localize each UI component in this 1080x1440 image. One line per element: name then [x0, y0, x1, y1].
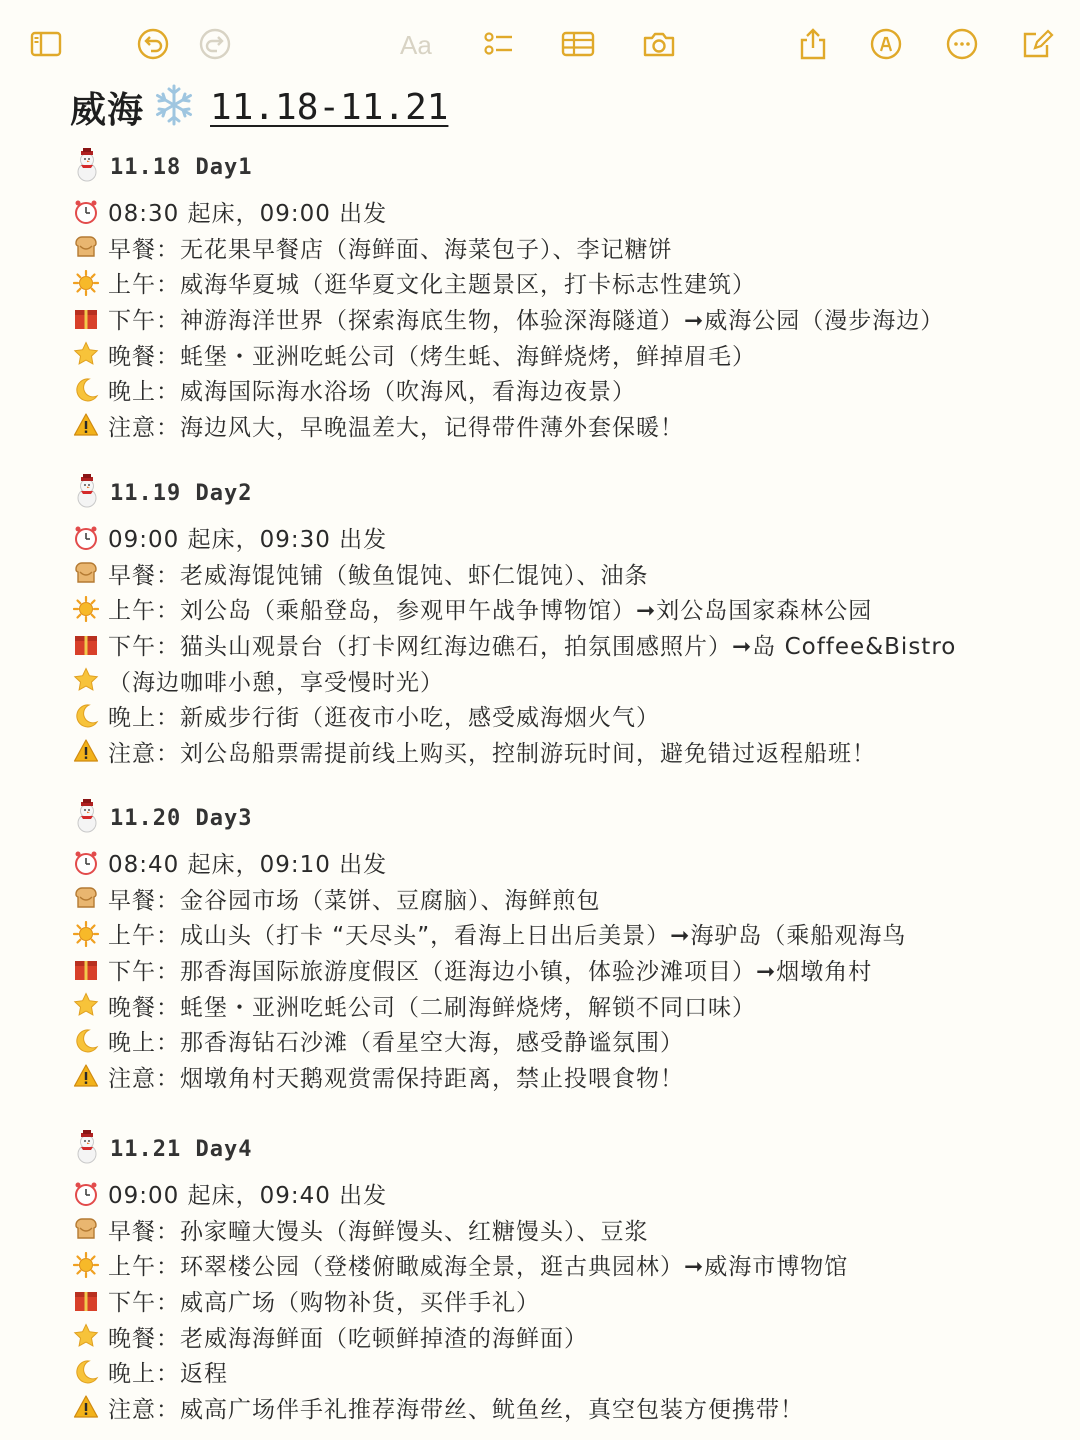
itinerary-text: 早餐：金谷园市场（菜饼、豆腐脑）、海鲜煎包 — [108, 887, 601, 914]
itinerary-text: 注意：烟墩角村天鹅观赏需保持距离，禁止投喂食物！ — [108, 1065, 684, 1092]
text-style-button[interactable]: Aa — [400, 30, 432, 60]
day-label: 11.18 Day1 — [110, 154, 253, 180]
itinerary-line — [72, 556, 1062, 592]
itinerary-text: 08:40 起床，09:10 出发 — [108, 852, 388, 879]
itinerary-text: 早餐：无花果早餐店（海鲜面、海菜包子）、李记糖饼 — [108, 236, 673, 263]
itinerary-line — [72, 698, 1062, 734]
day-heading — [72, 474, 1062, 512]
itinerary-text: 下午：神游海洋世界（探索海底生物，体验深海隧道）➞威海公园（漫步海边） — [108, 308, 945, 335]
itinerary-text: 晚上：新威步行街（逛夜市小吃，感受威海烟火气） — [108, 705, 660, 732]
note-date-range: 11.18-11.21 — [210, 86, 449, 128]
notes-toolbar — [0, 0, 1080, 88]
sun-icon — [72, 1251, 100, 1279]
gift-icon — [72, 305, 100, 333]
itinerary-line — [72, 265, 1062, 301]
snowflake-icon — [152, 83, 196, 131]
alarm-clock-icon — [72, 849, 100, 877]
note-title — [70, 82, 448, 132]
undo-icon[interactable] — [135, 26, 171, 62]
note-title-text: 威海 — [70, 89, 145, 131]
star-icon — [72, 666, 100, 694]
gift-icon — [72, 631, 100, 659]
itinerary-line — [72, 1176, 1062, 1212]
itinerary-text: 注意：刘公岛船票需提前线上购买，控制游玩时间，避免错过返程船班！ — [108, 740, 876, 767]
itinerary-line — [72, 845, 1062, 881]
itinerary-line — [72, 734, 1062, 770]
star-icon — [72, 340, 100, 368]
alarm-clock-icon — [72, 198, 100, 226]
itinerary-text: 上午：成山头（打卡 “天尽头”，看海上日出后美景）➞海驴岛（乘船观海鸟 — [108, 923, 907, 950]
table-icon[interactable] — [560, 26, 596, 62]
share-icon[interactable] — [795, 26, 831, 62]
itinerary-text: 晚上：威海国际海水浴场（吹海风，看海边夜景） — [108, 379, 636, 406]
sun-icon — [72, 595, 100, 623]
moon-icon — [72, 376, 100, 404]
itinerary-line — [72, 520, 1062, 556]
bread-icon — [72, 884, 100, 912]
itinerary-line — [72, 1354, 1062, 1390]
gift-icon — [72, 956, 100, 984]
sun-icon — [72, 920, 100, 948]
itinerary-text: 08:30 起床，09:00 出发 — [108, 201, 388, 228]
warning-icon — [72, 737, 100, 765]
itinerary-text: （海边咖啡小憩，享受慢时光） — [108, 669, 444, 696]
itinerary-line — [72, 1059, 1062, 1095]
snowman-icon — [72, 148, 102, 186]
markup-icon[interactable] — [868, 26, 904, 62]
itinerary-text: 09:00 起床，09:30 出发 — [108, 527, 388, 554]
day-section — [72, 1130, 1062, 1425]
warning-icon — [72, 1062, 100, 1090]
itinerary-text: 上午：环翠楼公园（登楼俯瞰威海全景，逛古典园林）➞威海市博物馆 — [108, 1254, 849, 1281]
bread-icon — [72, 233, 100, 261]
day-section — [72, 474, 1062, 769]
day-section — [72, 148, 1062, 443]
checklist-icon[interactable] — [480, 26, 516, 62]
snowman-icon — [72, 474, 102, 512]
itinerary-text: 早餐：老威海馄饨铺（鲅鱼馄饨、虾仁馄饨）、油条 — [108, 562, 649, 589]
day-heading — [72, 799, 1062, 837]
itinerary-line — [72, 1023, 1062, 1059]
warning-icon — [72, 411, 100, 439]
itinerary-line — [72, 987, 1062, 1023]
itinerary-text: 下午：威高广场（购物补货，买伴手礼） — [108, 1290, 540, 1317]
itinerary-text: 注意：海边风大，早晚温差大，记得带件薄外套保暖！ — [108, 414, 684, 441]
more-icon[interactable] — [944, 26, 980, 62]
itinerary-line — [72, 1212, 1062, 1248]
day-label: 11.19 Day2 — [110, 480, 253, 506]
itinerary-text: 上午：刘公岛（乘船登岛，参观甲午战争博物馆）➞刘公岛国家森林公园 — [108, 598, 873, 625]
itinerary-text: 晚餐：老威海海鲜面（吃顿鲜掉渣的海鲜面） — [108, 1325, 588, 1352]
itinerary-line — [72, 372, 1062, 408]
day-heading — [72, 148, 1062, 186]
alarm-clock-icon — [72, 1180, 100, 1208]
redo-icon[interactable] — [197, 26, 233, 62]
itinerary-line — [72, 1247, 1062, 1283]
moon-icon — [72, 702, 100, 730]
camera-icon[interactable] — [641, 26, 677, 62]
snowman-icon — [72, 799, 102, 837]
warning-icon — [72, 1393, 100, 1421]
day-section — [72, 799, 1062, 1094]
day-heading — [72, 1130, 1062, 1168]
itinerary-line — [72, 301, 1062, 337]
gift-icon — [72, 1287, 100, 1315]
itinerary-text: 注意：威高广场伴手礼推荐海带丝、鱿鱼丝，真空包装方便携带！ — [108, 1396, 804, 1423]
itinerary-text: 下午：猫头山观景台（打卡网红海边礁石，拍氛围感照片）➞岛 Coffee&Bistro — [108, 634, 957, 661]
itinerary-line — [72, 1283, 1062, 1319]
itinerary-line — [72, 1390, 1062, 1426]
compose-icon[interactable] — [1020, 26, 1056, 62]
bread-icon — [72, 559, 100, 587]
itinerary-line — [72, 1318, 1062, 1354]
itinerary-line — [72, 591, 1062, 627]
itinerary-text: 晚上：那香海钻石沙滩（看星空大海，感受静谧氛围） — [108, 1030, 684, 1057]
itinerary-text: 晚餐：蚝堡・亚洲吃蚝公司（烤生蚝、海鲜烧烤，鲜掉眉毛） — [108, 343, 756, 370]
itinerary-line — [72, 230, 1062, 266]
itinerary-line — [72, 408, 1062, 444]
itinerary-line — [72, 336, 1062, 372]
sidebar-toggle-icon[interactable] — [28, 26, 64, 62]
star-icon — [72, 1322, 100, 1350]
itinerary-text: 上午：威海华夏城（逛华夏文化主题景区，打卡标志性建筑） — [108, 272, 756, 299]
bread-icon — [72, 1215, 100, 1243]
day-label: 11.20 Day3 — [110, 805, 253, 831]
snowman-icon — [72, 1130, 102, 1168]
itinerary-text: 晚餐：蚝堡・亚洲吃蚝公司（二刷海鲜烧烤，解锁不同口味） — [108, 994, 756, 1021]
itinerary-text: 下午：那香海国际旅游度假区（逛海边小镇，体验沙滩项目）➞烟墩角村 — [108, 959, 873, 986]
itinerary-text: 晚上：返程 — [108, 1361, 228, 1388]
itinerary-line — [72, 627, 1062, 663]
itinerary-text: 早餐：孙家疃大馒头（海鲜馒头、红糖馒头）、豆浆 — [108, 1218, 649, 1245]
day-label: 11.21 Day4 — [110, 1136, 253, 1162]
itinerary-line — [72, 194, 1062, 230]
sun-icon — [72, 269, 100, 297]
star-icon — [72, 991, 100, 1019]
itinerary-line — [72, 952, 1062, 988]
itinerary-line — [72, 662, 1062, 698]
moon-icon — [72, 1027, 100, 1055]
itinerary-line — [72, 881, 1062, 917]
moon-icon — [72, 1358, 100, 1386]
alarm-clock-icon — [72, 524, 100, 552]
itinerary-text: 09:00 起床，09:40 出发 — [108, 1183, 388, 1210]
itinerary-line — [72, 916, 1062, 952]
